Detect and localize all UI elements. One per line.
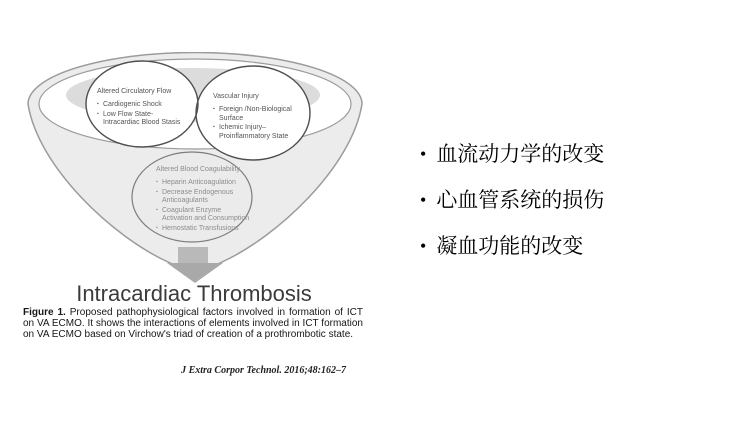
circle-title: Vascular Injury bbox=[213, 93, 259, 100]
bullet-text: 凝血功能的改变 bbox=[436, 234, 584, 258]
circle-line-text: Decrease Endogenous bbox=[162, 188, 234, 196]
bullet-text: 血流动力学的改变 bbox=[436, 142, 605, 166]
square-bullet-icon: ▪ bbox=[97, 101, 99, 107]
circle-title: Altered Circulatory Flow bbox=[97, 88, 172, 95]
bullet-marker-icon: • bbox=[420, 236, 427, 256]
virchow-funnel-diagram bbox=[22, 52, 366, 292]
circle-line-text: Proinflammatory State bbox=[219, 132, 289, 140]
bullet-marker-icon: • bbox=[420, 144, 427, 164]
figure-caption-text: Proposed pathophysiological factors involved in formation of ICT on VA ECMO. It shows the interactions of elements involved in ICT formation on VA ECMO based on Virchow's triad of creation of a prothrombotic state. bbox=[23, 307, 363, 341]
circle-line bbox=[156, 188, 268, 198]
arrow-stem bbox=[178, 247, 208, 264]
bullet-text: 心血管系统的损伤 bbox=[436, 188, 605, 212]
figure-panel bbox=[22, 52, 366, 400]
circle-text-vascular-injury bbox=[213, 93, 315, 141]
circle-line bbox=[156, 224, 268, 234]
circle-line-text: Ichemic Injury– bbox=[219, 124, 267, 131]
circle-line bbox=[97, 100, 199, 110]
circle-line bbox=[97, 110, 199, 120]
circle-line bbox=[97, 119, 199, 128]
square-bullet-icon: ▪ bbox=[156, 206, 158, 213]
list-item bbox=[420, 189, 604, 211]
circle-line bbox=[213, 123, 315, 133]
circle-line bbox=[213, 105, 315, 115]
square-bullet-icon: ▪ bbox=[156, 188, 158, 195]
journal-citation: J Extra Corpor Technol. 2016;48:162–7 bbox=[181, 365, 346, 376]
circle-line-text: Anticoagulants bbox=[162, 197, 208, 204]
circle-line-text: Cardiogenic Shock bbox=[103, 101, 162, 108]
circle-text-altered-circulatory-flow bbox=[97, 88, 199, 128]
bullet-marker-icon: • bbox=[420, 190, 427, 210]
figure-caption bbox=[23, 307, 363, 341]
circle-text-altered-blood-coagulability bbox=[156, 166, 268, 233]
circle-line-text: Low Flow State- bbox=[103, 110, 154, 118]
square-bullet-icon: ▪ bbox=[213, 106, 215, 112]
circle-line-text: Intracardiac Blood Stasis bbox=[103, 119, 181, 126]
circle-line-text: Hemostatic Transfusions bbox=[162, 224, 239, 232]
circle-line bbox=[213, 115, 315, 124]
circle-line-text: Surface bbox=[219, 114, 244, 122]
circle-line-text: Heparin Anticoagulation bbox=[162, 179, 236, 186]
circle-line bbox=[156, 206, 268, 216]
circle-line-text: Foreign /Non-Biological bbox=[219, 106, 292, 113]
circle-line-text: Activation and Consumption bbox=[162, 215, 250, 222]
figure-heading: Intracardiac Thrombosis bbox=[76, 281, 312, 306]
square-bullet-icon: ▪ bbox=[213, 124, 215, 130]
circle-line bbox=[156, 197, 268, 206]
arrow-head-icon bbox=[167, 263, 223, 283]
list-item bbox=[420, 143, 604, 165]
circle-title: Altered Blood Coagulability bbox=[156, 166, 241, 173]
circle-line-text: Coagulant Enzyme bbox=[162, 206, 222, 214]
square-bullet-icon: ▪ bbox=[156, 179, 158, 185]
bullet-list bbox=[420, 143, 604, 281]
list-item bbox=[420, 235, 604, 257]
figure-caption-label: Figure 1. bbox=[23, 307, 66, 318]
circle-line bbox=[156, 178, 268, 188]
circle-line bbox=[213, 133, 315, 142]
circle-line bbox=[156, 215, 268, 224]
square-bullet-icon: ▪ bbox=[156, 224, 158, 231]
square-bullet-icon: ▪ bbox=[97, 110, 99, 117]
